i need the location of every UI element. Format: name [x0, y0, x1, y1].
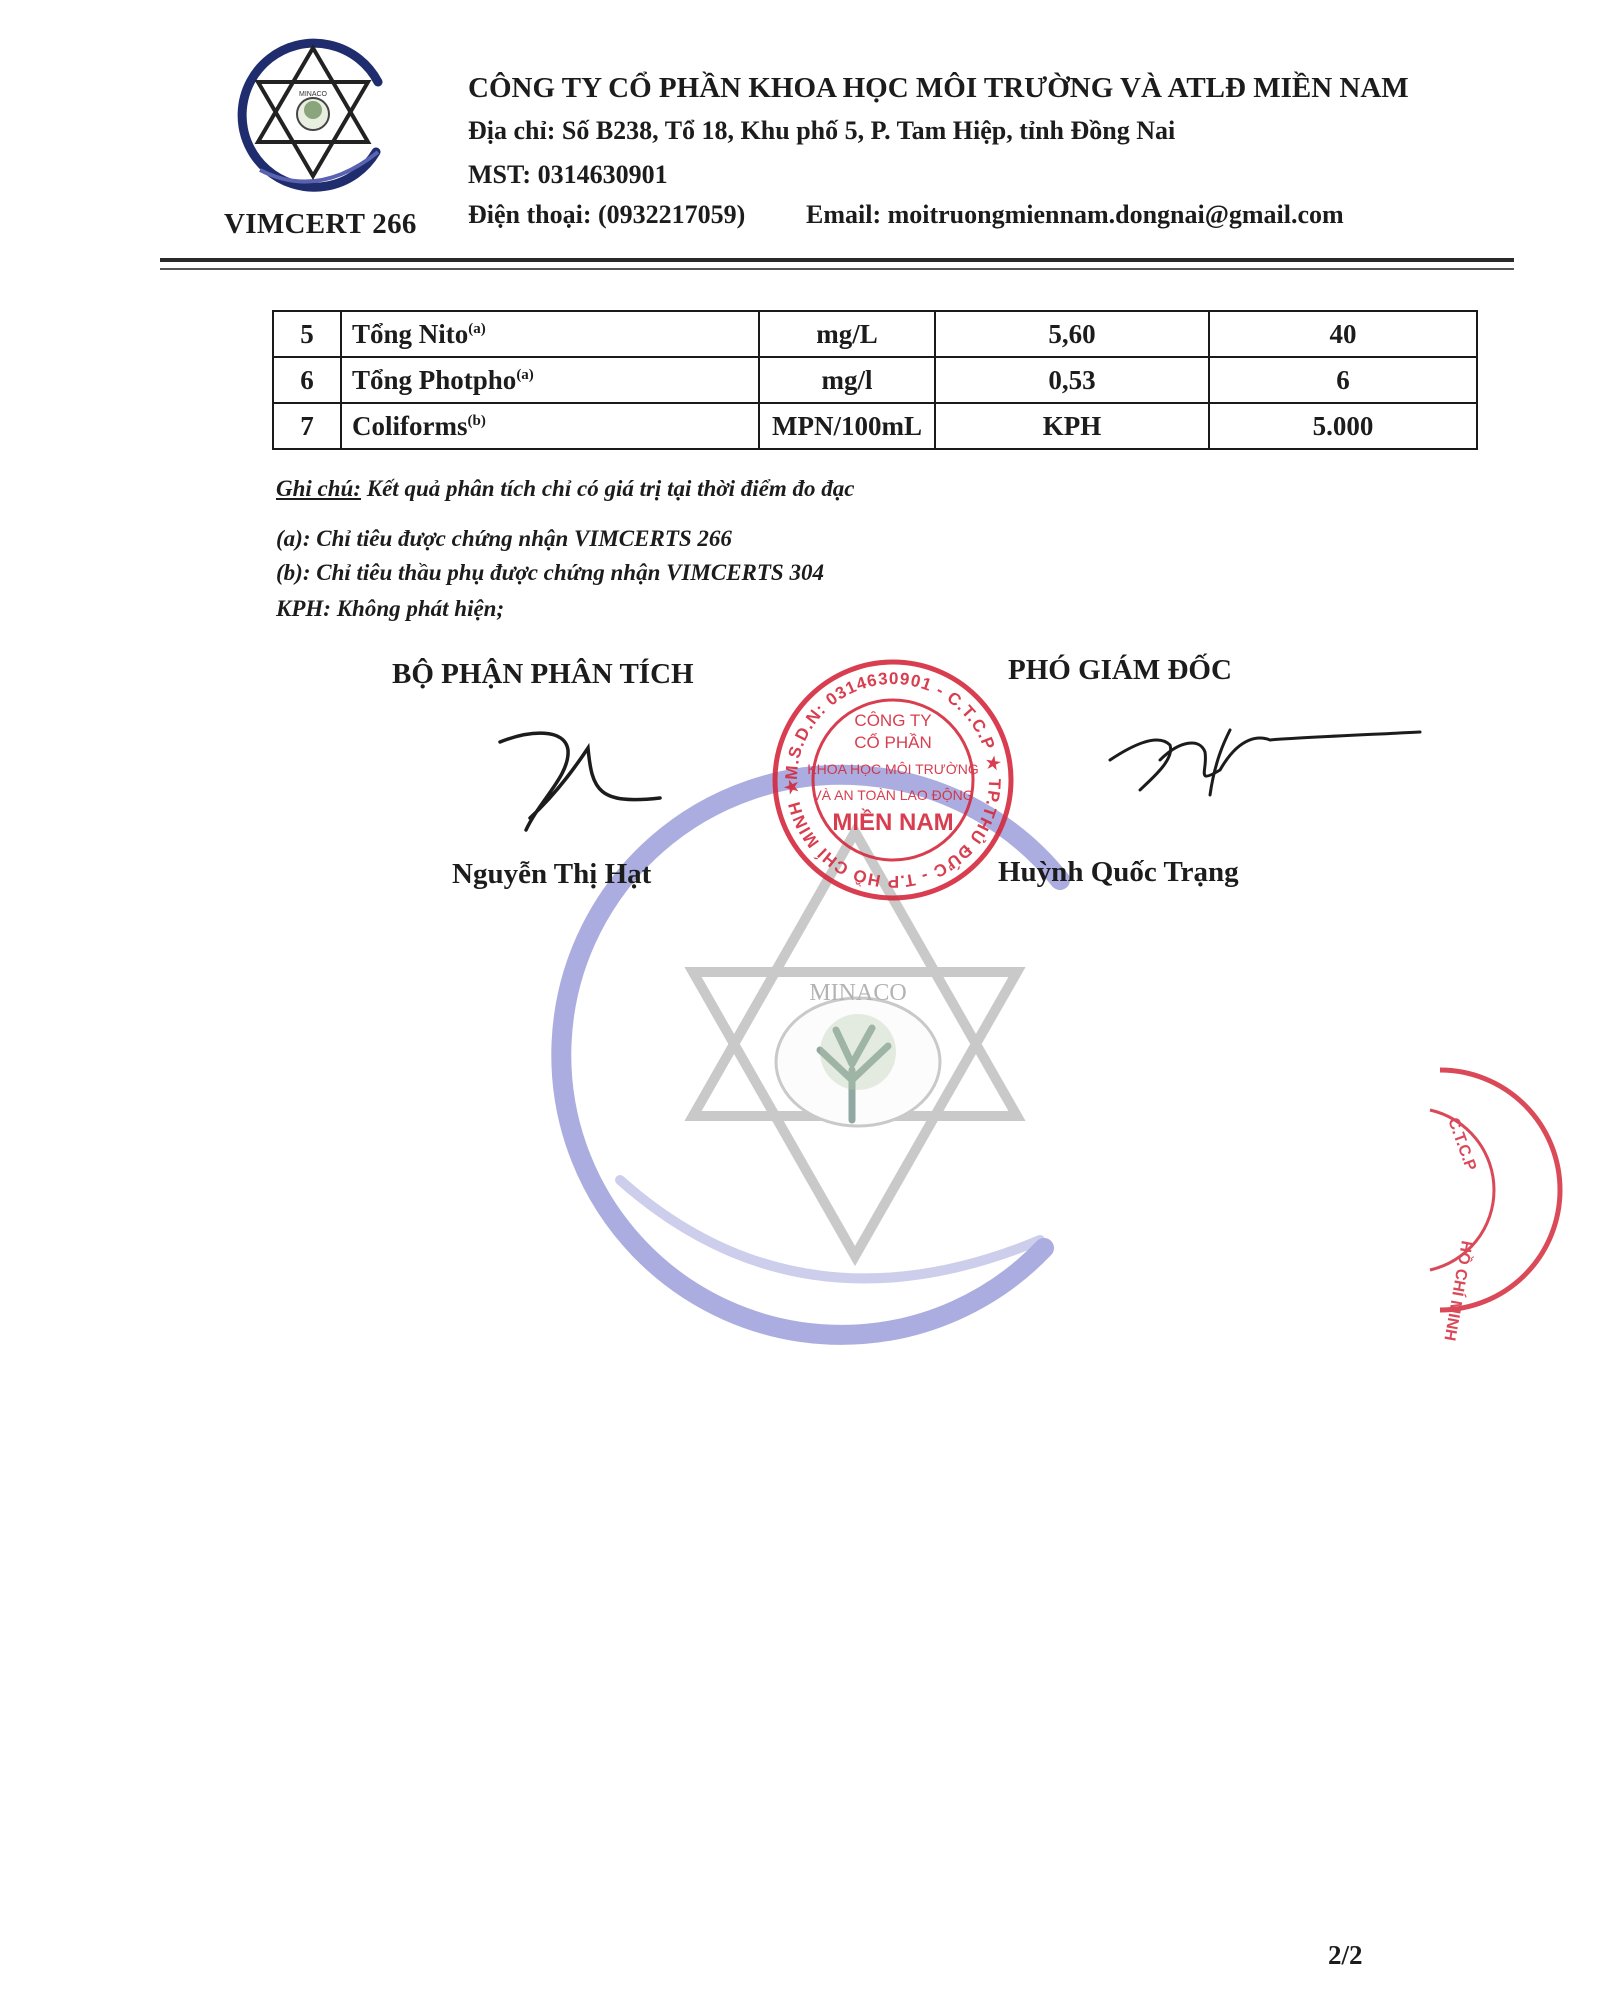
note-general: Ghi chú: Kết quả phân tích chỉ có giá trị tại thời điểm đo đạc: [276, 476, 855, 501]
page-number: 2/2: [1328, 1940, 1363, 1970]
row-number: 7: [273, 403, 341, 449]
parameter-result: KPH: [935, 403, 1209, 449]
company-name: CÔNG TY CỔ PHẦN KHOA HỌC MÔI TRƯỜNG VÀ ATLĐ MIỀN NAM: [468, 72, 1409, 104]
deputy-director-name: Huỳnh Quốc Trạng: [998, 856, 1239, 888]
certification-label: VIMCERT 266: [224, 208, 417, 240]
parameter-unit: mg/l: [759, 357, 935, 403]
parameter-unit: MPN/100mL: [759, 403, 935, 449]
row-number: 5: [273, 311, 341, 357]
company-address: Địa chỉ: Số B238, Tổ 18, Khu phố 5, P. Tam Hiệp, tỉnh Đồng Nai: [468, 116, 1176, 145]
edge-seal-fragment: [1430, 1070, 1560, 1342]
company-tax-code: MST: 0314630901: [468, 160, 668, 189]
parameter-result: 0,53: [935, 357, 1209, 403]
left-signature: [500, 733, 660, 830]
svg-text:CỔ PHẦN: CỔ PHẦN: [854, 733, 932, 752]
svg-text:C.T.C.P: C.T.C.P: [1444, 1115, 1480, 1174]
analyst-name: Nguyễn Thị Hạt: [452, 858, 652, 890]
note-b: (b): Chỉ tiêu thầu phụ được chứng nhận VIMCERTS 304: [276, 560, 824, 585]
company-phone: Điện thoại: (0932217059): [468, 200, 746, 229]
svg-text:MIỀN NAM: MIỀN NAM: [832, 809, 954, 836]
svg-text:VÀ AN TOÀN LAO ĐỘNG: VÀ AN TOÀN LAO ĐỘNG: [812, 787, 974, 803]
parameter-name: Coliforms$^{(b)}$: [341, 403, 759, 449]
svg-text:KHOA HỌC MÔI TRƯỜNG: KHOA HỌC MÔI TRƯỜNG: [807, 761, 979, 777]
company-seal: [775, 662, 1011, 898]
deputy-director-title: PHÓ GIÁM ĐỐC: [1008, 654, 1232, 686]
row-number: 6: [273, 357, 341, 403]
parameter-limit: 6: [1209, 357, 1477, 403]
parameter-unit: mg/L: [759, 311, 935, 357]
svg-text:MINACO: MINACO: [299, 91, 327, 98]
note-kph: KPH: Không phát hiện;: [276, 596, 505, 621]
parameter-result: 5,60: [935, 311, 1209, 357]
parameter-limit: 5.000: [1209, 403, 1477, 449]
company-email: Email: moitruongmiennam.dongnai@gmail.com: [806, 200, 1344, 229]
parameter-limit: 40: [1209, 311, 1477, 357]
svg-text:M.S.D.N: 0314630901 - C.T.C.P: M.S.D.N: 0314630901 - C.T.C.P ★ TP.THỦ ĐỨC - T.P HỒ CHÍ MINH ★: [781, 668, 1005, 892]
analysis-dept-title: BỘ PHẬN PHÂN TÍCH: [392, 658, 694, 690]
note-a: (a): Chỉ tiêu được chứng nhận VIMCERTS 266: [276, 526, 732, 551]
parameter-name: Tổng Nito$^{(a)}$: [341, 311, 759, 357]
parameter-name: Tổng Photpho$^{(a)}$: [341, 357, 759, 403]
svg-text:MINACO: MINACO: [809, 980, 907, 1006]
svg-text:CÔNG TY: CÔNG TY: [854, 711, 932, 730]
svg-text:HỒ CHÍ MINH: HỒ CHÍ MINH: [1440, 1239, 1475, 1343]
right-signature: [1110, 730, 1420, 795]
